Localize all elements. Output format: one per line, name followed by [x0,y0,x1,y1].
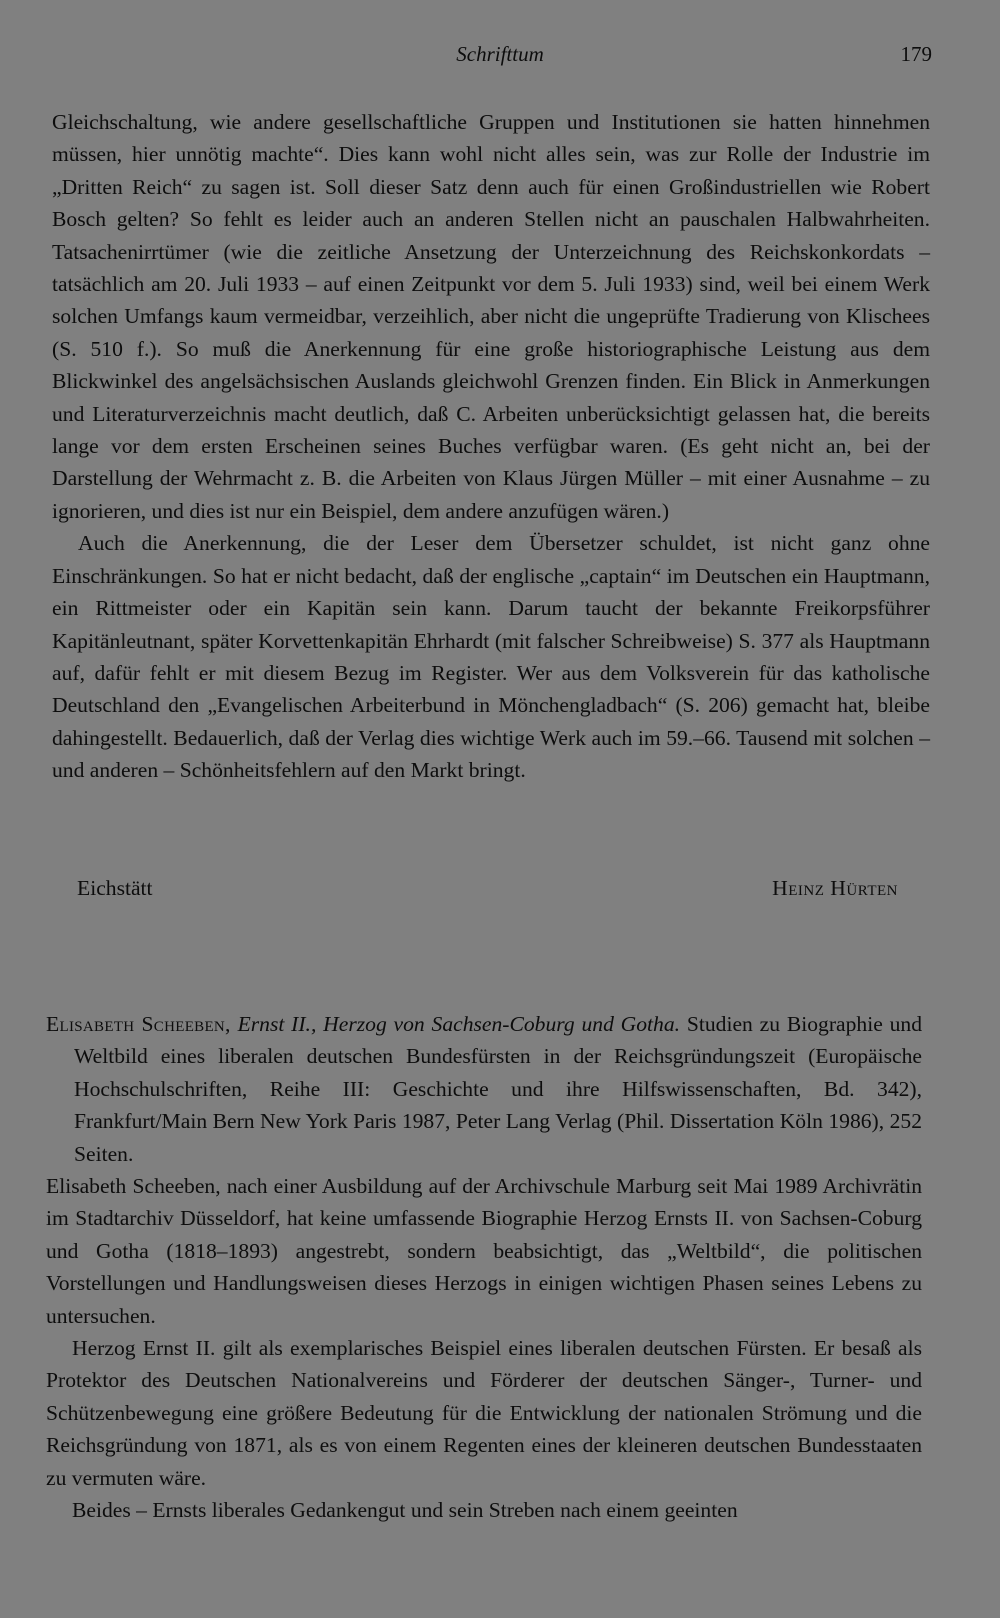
citation-title: Ernst II., Herzog von Sachsen-Coburg und Gotha. [237,1012,681,1036]
running-title: Schrifttum [456,42,544,66]
signature-place: Eichstätt [77,876,153,900]
review-2-citation [46,1008,922,1170]
review-2-paragraph-1: Elisabeth Scheeben, nach einer Ausbildung auf der Archivschule Marburg seit Mai 1989 Archivrätin im Stadtarchiv Düsseldorf, hat keine umfassende Biographie Herzog Ernsts II. von Sachsen-Coburg und Gotha (1818–1893) angestrebt, sondern beabsichtigt, das „Weltbild“, die politischen Vorstellungen und Handlungsweisen dieses Herzogs in einigen wichtigen Phasen seines Lebens zu untersuchen. [46,1174,922,1328]
review-2-body [46,1008,922,1527]
page-number: 179 [900,42,932,66]
review-1-body [52,106,930,787]
review-1-paragraph-2: Auch die Anerkennung, die der Leser dem Übersetzer schuldet, ist nicht ganz ohne Einschränkungen. So hat er nicht bedacht, daß der englische „captain“ im Deutschen ein Hauptmann, ein Rittmeister oder ein Kapitän sein kann. Darum taucht der bekannte Freikorpsführer Kapitänleutnant, später Korvettenkapitän Ehrhardt (mit falscher Schreibweise) S. 377 als Hauptmann auf, dafür fehlt er mit diesem Bezug im Register. Wer aus dem Volksverein für das katholische Deutschland den „Evangelischen Arbeiterbund in Mönchengladbach“ (S. 206) gemacht hat, bleibe dahingestellt. Bedauerlich, daß der Verlag dies wichtige Werk auch im 59.–66. Tausend mit solchen – und anderen – Schönheitsfehlern auf den Markt bringt. [52,531,930,783]
page-header [0,38,1000,78]
review-1-paragraph-1: Gleichschaltung, wie andere gesellschaftliche Gruppen und Institutionen sie hatten hinnehmen müssen, hier unnötig machte“. Dies kann wohl nicht alles sein, was zur Rolle der Industrie im „Dritten Reich“ zu sagen ist. Soll dieser Satz denn auch für einen Großindustriellen wie Robert Bosch gelten? So fehlt es leider auch an anderen Stellen nicht an pauschalen Halbwahrheiten. Tatsachenirrtümer (wie die zeitliche Ansetzung der Unterzeichnung des Reichskonkordats – tatsächlich am 20. Juli 1933 – auf einen Zeitpunkt vor dem 5. Juli 1933) sind, weil bei einem Werk solchen Umfangs kaum vermeidbar, verzeihlich, aber nicht die ungeprüfte Tradierung von Klischees (S. 510 f.). So muß die Anerkennung für eine große historiographische Leistung aus dem Blickwinkel des angelsächsischen Auslands gleichwohl Grenzen finden. Ein Blick in Anmerkungen und Literaturverzeichnis macht deutlich, daß C. Arbeiten unberücksichtigt gelassen hat, die bereits lange vor dem ersten Erscheinen seines Buches verfügbar waren. (Es geht nicht an, bei der Darstellung der Wehrmacht z. B. die Arbeiten von Klaus Jürgen Müller – mit einer Ausnahme – zu ignorieren, und dies ist nur ein Beispiel, dem andere anzufügen wären.) [52,110,930,523]
review-2-paragraph-3: Beides – Ernsts liberales Gedankengut und sein Streben nach einem geeinten [72,1498,738,1523]
review-1-signature [52,872,898,904]
signature-author: Heinz Hürten [772,876,898,900]
citation-details: Studien zu Biographie und Weltbild eines liberalen deutschen Bundesfürsten in der Reichsgründungszeit (Europäische Hochschulschriften, Reihe III: Geschichte und ihre Hilfswissenschaften, Bd. 342), Frankfurt/Main Bern New York Paris 1987, Peter Lang Verlag (Phil. Dissertation Köln 1986), 252 Seiten. [74,1012,922,1166]
citation-author: Elisabeth Scheeben, [46,1012,231,1036]
review-2-paragraph-2: Herzog Ernst II. gilt als exemplarisches Beispiel eines liberalen deutschen Fürsten. Er besaß als Protektor des Deutschen Nationalvereins und Förderer der deutschen Sänger-, Turner- und Schützenbewegung eine größere Bedeutung für die Entwicklung der nationalen Strömung und die Reichsgründung von 1871, als es von einem Regenten eines der kleineren deutschen Bundesstaaten zu vermuten wäre. [46,1336,922,1490]
